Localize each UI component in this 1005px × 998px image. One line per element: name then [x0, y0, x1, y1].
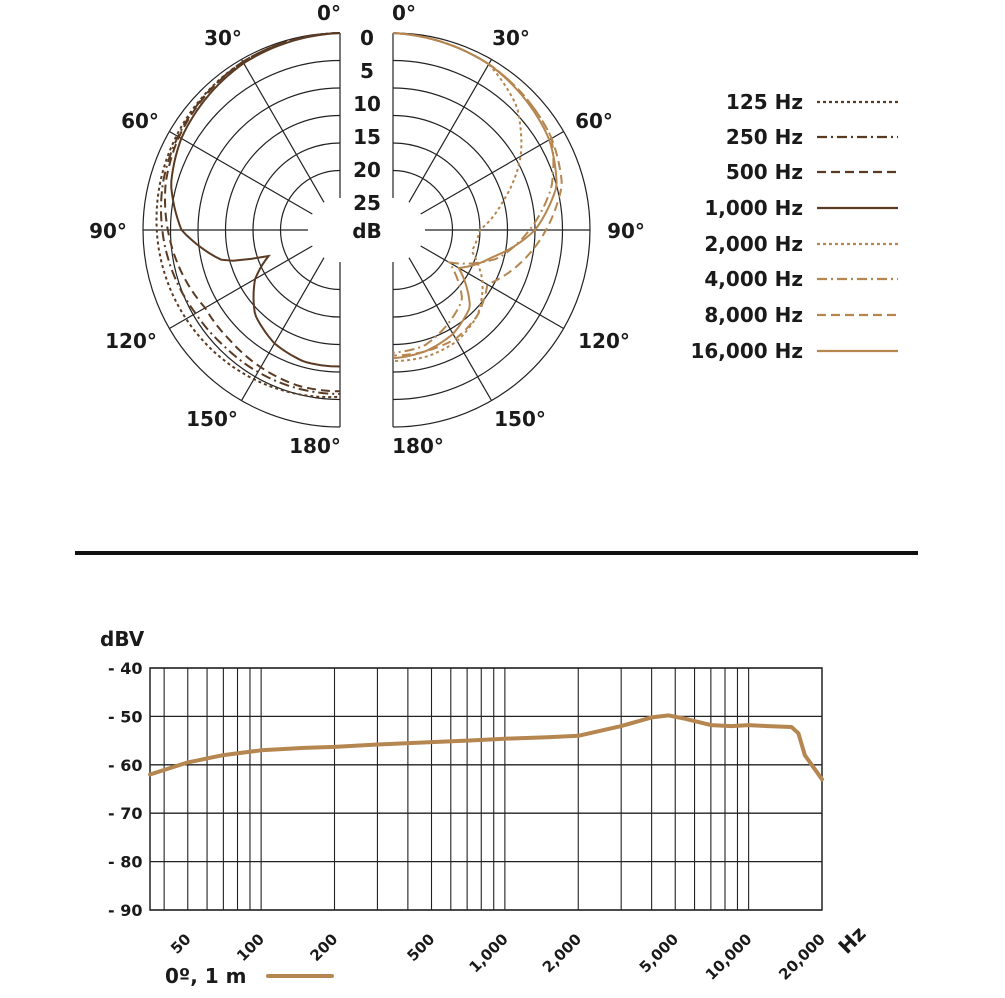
section-divider — [75, 551, 918, 555]
y-tick-label: - 50 — [108, 707, 143, 727]
angle-label-left: 150° — [186, 407, 238, 431]
plot-frame — [150, 668, 822, 910]
frequency-response-chart — [0, 600, 1005, 998]
y-tick-label: - 60 — [108, 755, 143, 775]
legend-label: 250 Hz — [725, 125, 803, 149]
legend-label: 0º, 1 m — [165, 964, 247, 988]
polar-grid-right — [393, 33, 590, 427]
angle-label-right: 0° — [392, 1, 416, 25]
response-curve-0 — [150, 715, 822, 779]
db-ring-label: 15 — [353, 125, 381, 149]
angle-label-right: 150° — [494, 407, 546, 431]
polar-pattern-chart — [0, 0, 1005, 480]
db-ring-label: 5 — [360, 59, 374, 83]
angle-label-right: 60° — [575, 109, 613, 133]
polar-grid-left — [143, 33, 340, 427]
x-tick-label: 20,000 — [775, 930, 829, 984]
x-tick-label: 100 — [233, 930, 268, 965]
angle-label-left: 120° — [105, 329, 157, 353]
y-tick-label: - 40 — [108, 659, 143, 678]
angle-label-right: 120° — [578, 329, 630, 353]
x-tick-label: 500 — [403, 930, 439, 965]
y-axis-label: dBV — [100, 627, 145, 651]
angle-label-left: 60° — [121, 109, 159, 133]
frequency-labels — [100, 627, 871, 984]
polar-legend — [690, 90, 898, 363]
y-tick-label: - 80 — [108, 852, 143, 872]
angle-label-left: 180° — [289, 434, 341, 458]
x-tick-label: 5,000 — [635, 930, 683, 977]
angle-label-right: 90° — [607, 219, 645, 243]
legend-label: 125 Hz — [725, 90, 803, 114]
legend-label: 4,000 Hz — [704, 267, 803, 291]
polar-series — [157, 33, 562, 397]
angle-label-right: 180° — [392, 434, 444, 458]
db-ring-label: 10 — [353, 92, 381, 116]
angle-label-left: 0° — [317, 1, 341, 25]
x-tick-label: 50 — [167, 930, 195, 958]
frequency-legend — [165, 964, 332, 988]
x-tick-label: 200 — [306, 930, 342, 965]
legend-label: 2,000 Hz — [704, 232, 803, 256]
y-tick-label: - 90 — [108, 901, 143, 920]
frequency-series — [150, 715, 822, 779]
angle-label-right: 30° — [492, 26, 530, 50]
legend-label: 500 Hz — [725, 160, 803, 184]
frequency-grid — [150, 668, 822, 910]
db-unit-label: dB — [352, 219, 382, 243]
x-axis-label: Hz — [833, 921, 871, 959]
angle-label-left: 30° — [204, 26, 242, 50]
legend-label: 16,000 Hz — [690, 339, 803, 363]
x-tick-label: 1,000 — [465, 930, 512, 977]
x-tick-label: 10,000 — [701, 930, 756, 984]
y-tick-label: - 70 — [108, 804, 143, 824]
db-ring-label: 25 — [353, 191, 381, 215]
x-tick-label: 2,000 — [538, 930, 586, 977]
db-ring-label: 0 — [360, 26, 374, 50]
legend-label: 8,000 Hz — [704, 303, 803, 327]
angle-label-left: 90° — [89, 219, 127, 243]
polar-series-left-2 — [165, 33, 340, 391]
db-ring-label: 20 — [353, 158, 381, 182]
legend-label: 1,000 Hz — [704, 196, 803, 220]
